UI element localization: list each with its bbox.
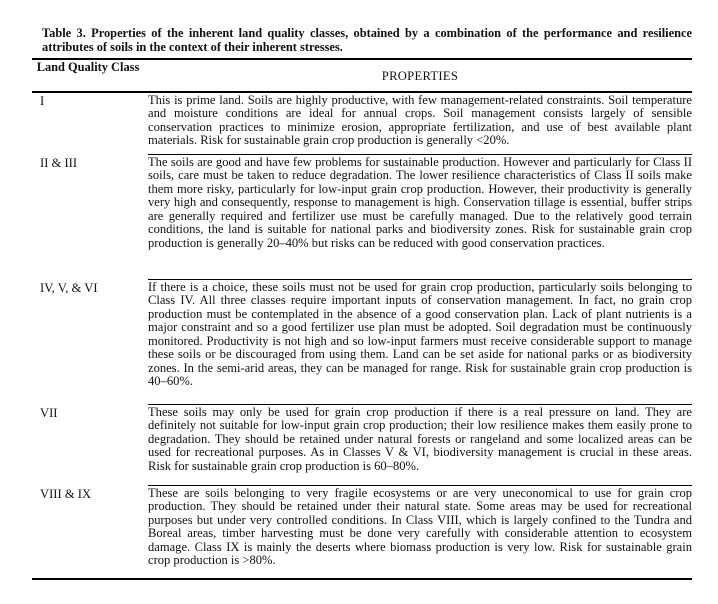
row-class-label: VII bbox=[40, 406, 58, 420]
column-header-properties: PROPERTIES bbox=[381, 69, 459, 83]
row-properties-text: If there is a choice, these soils must not be used for grain crop production, particularly soils belonging to Class IV. All three classes require important inputs of conservation management. In fact, no grain crop production must be contemplated in the absence of a good conservation plan. Lack of plant nutrients is a major constraint and so a good fertilizer use plan must be adopted. Soil degradation must be continuously monitored. Productivity is not high and so low-input farmers must receive considerable support to manage these soils or be discouraged from using them. Land can be set aside for national parks or as biodiversity zones. In the semi-arid areas, they can be managed for range. Risk for sustainable grain crop production is 40–60%. bbox=[148, 280, 692, 389]
row-class-label: VIII & IX bbox=[40, 487, 92, 501]
column-header-land-quality-class: Land Quality Class bbox=[36, 60, 140, 74]
table-caption: Table 3. Properties of the inherent land quality classes, obtained by a combination of the performance and resilience attributes of soils in the context of their inherent stresses. bbox=[42, 26, 692, 54]
row-properties-text: This is prime land. Soils are highly productive, with few management-related constraints. Soil temperature and moisture conditions are ideal for annual crops. Soil management consists largely of sensible conservation practices to minimize erosion, appropriate fertilization, and use of best available plant materials. Risk for sustainable grain crop production is generally <20%. bbox=[148, 93, 692, 148]
row-class-label: IV, V, & VI bbox=[40, 281, 98, 295]
row-class-label: I bbox=[40, 94, 45, 108]
row-properties-text: The soils are good and have few problems for sustainable production. However and particularly for Class II soils, care must be taken to reduce degradation. The lower resilience characteristics of Class II soils make them more risky, particularly for low-input grain crop production. However, their productivity is generally very high and consequently, response to management is high. Conservation tillage is essential, buffer strips are generally required and fertilizer use must be carefully managed. Due to the relatively good terrain conditions, the land is suitable for national parks and biodiversity zones. Risk for sustainable grain crop production is generally 20–40% but risks can be reduced with good conservation practices. bbox=[148, 155, 692, 250]
table-bottom-rule bbox=[32, 578, 692, 580]
row-properties-text: These are soils belonging to very fragile ecosystems or are very uneconomical to use for grain crop production. They should be retained under their natural state. Some areas may be used for recreational purposes but under very controlled conditions. In Class VIII, which is largely confined to the Tundra and Boreal areas, timber harvesting must be done very carefully with considerable attention to ecosystem damage. Class IX is mainly the deserts where biomass production is very low. Risk for sustainable grain crop production is >80%. bbox=[148, 486, 692, 568]
row-properties-text: These soils may only be used for grain crop production if there is a real pressure on land. They are definitely not suitable for low-input grain crop production; their low resilience makes them easily prone to degradation. They should be retained under natural forests or rangeland and some localized areas can be used for recreational purposes. As in Classes V & VI, biodiversity management is crucial in these areas. Risk for sustainable grain crop production is 60–80%. bbox=[148, 405, 692, 473]
row-class-label: II & III bbox=[40, 156, 78, 170]
